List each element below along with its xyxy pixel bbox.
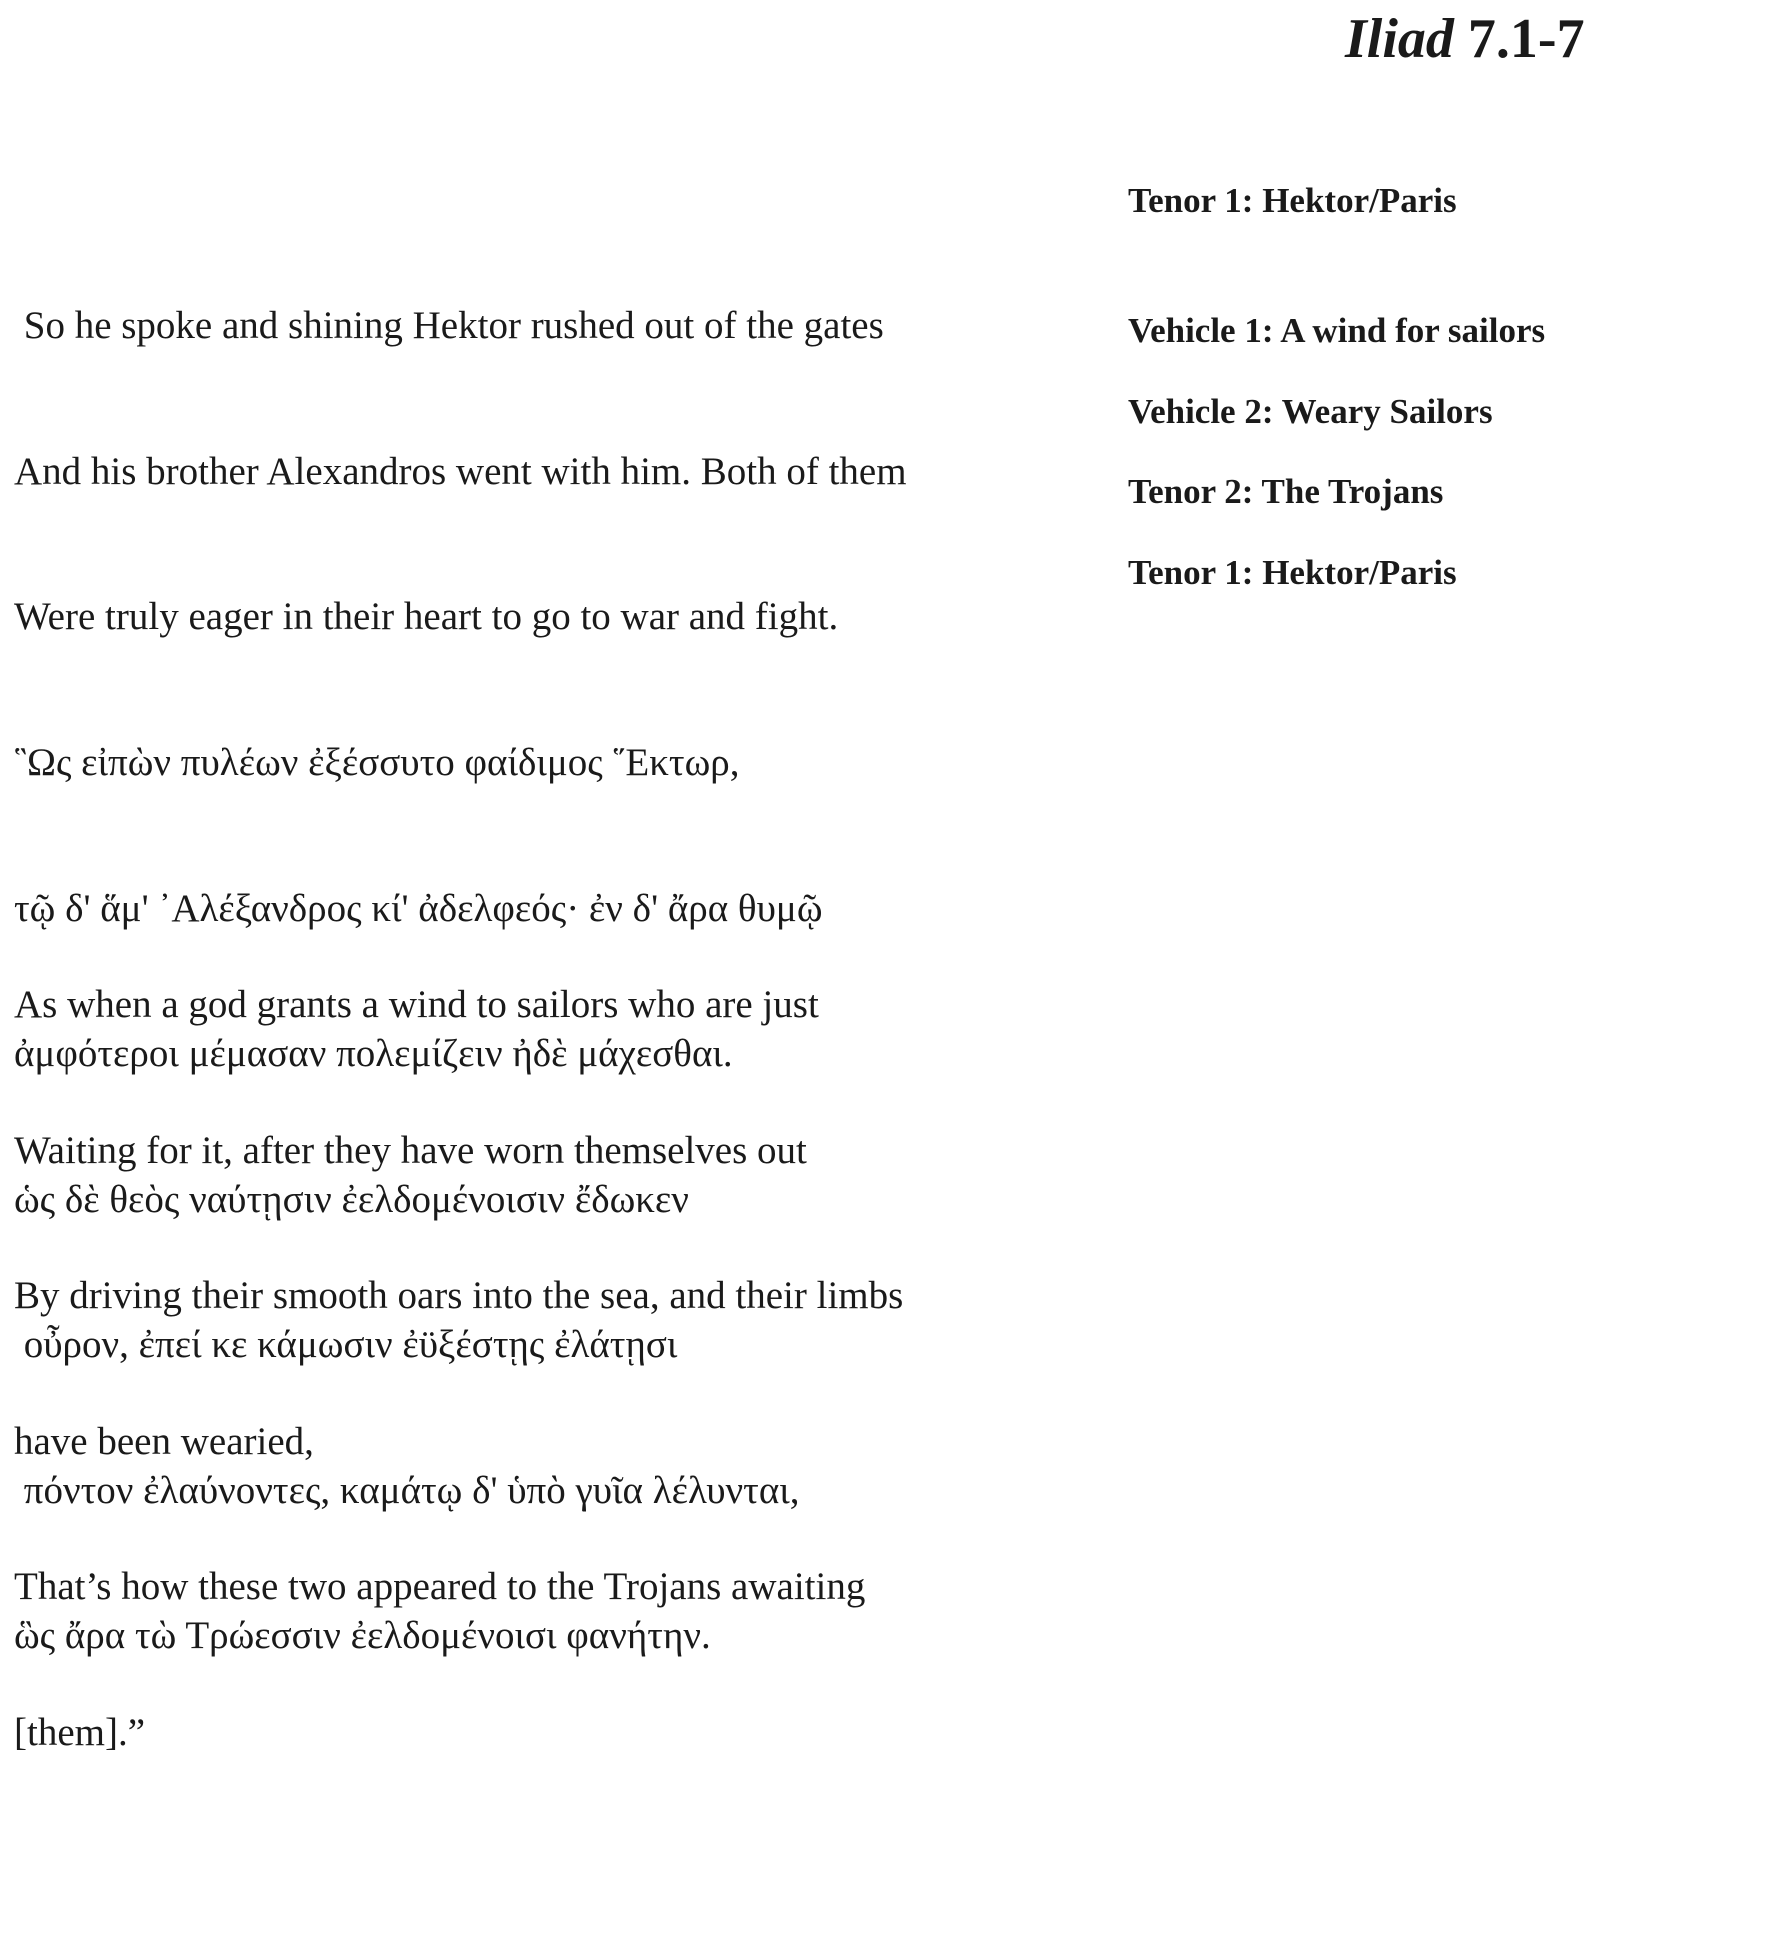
greek-line: πόντον ἐλαύνοντες, καμάτῳ δ' ὑπὸ γυῖα λέλυνται, xyxy=(14,1468,800,1512)
english-line: And his brother Alexandros went with him. Both of them xyxy=(14,449,907,493)
english-line: By driving their smooth oars into the sea, and their limbs xyxy=(14,1274,904,1317)
english-line: Waiting for it, after they have worn themselves out xyxy=(14,1128,807,1172)
greek-line: ὡς δὲ θεὸς ναύτῃσιν ἐελδομένοισιν ἔδωκεν xyxy=(14,1177,689,1221)
english-line: That’s how these two appeared to the Trojans awaiting xyxy=(14,1565,866,1608)
greek-line: οὖρον, ἐπεί κε κάμωσιν ἐϋξέστῃς ἐλάτῃσι xyxy=(14,1323,678,1366)
english-line: Were truly eager in their heart to go to war and fight. xyxy=(14,595,839,638)
annotation-vehicle-2: Vehicle 2: Weary Sailors xyxy=(1128,392,1493,431)
annotation-tenor-1-repeat: Tenor 1: Hektor/Paris xyxy=(1128,553,1457,592)
slide-title xyxy=(1345,6,1585,73)
annotation-vehicle-1: Vehicle 1: A wind for sailors xyxy=(1128,311,1546,350)
greek-line: ῝Ως εἰπὼν πυλέων ἐξέσσυτο φαίδιμος ῞Εκτωρ, xyxy=(14,741,740,784)
english-line: have been wearied, xyxy=(14,1419,314,1463)
english-line: So he spoke and shining Hektor rushed out of the gates xyxy=(14,304,884,347)
greek-line: ἀμφότεροι μέμασαν πολεμίζειν ἠδὲ μάχεσθαι. xyxy=(14,1032,733,1075)
greek-line: ὣς ἄρα τὼ Τρώεσσιν ἐελδομένοισι φανήτην. xyxy=(14,1614,711,1657)
annotation-tenor-2: Tenor 2: The Trojans xyxy=(1128,472,1444,511)
english-line: [them].” xyxy=(14,1710,146,1754)
annotation-tenor-1: Tenor 1: Hektor/Paris xyxy=(1128,181,1457,220)
title-reference: 7.1-7 xyxy=(1467,8,1585,70)
greek-line: τῷ δ' ἅμ' ᾽Αλέξανδρος κί' ἀδελφεός· ἐν δ' ἄρα θυμῷ xyxy=(14,886,823,930)
title-work: Iliad xyxy=(1345,8,1454,70)
greek-text xyxy=(14,642,1094,1709)
english-line: As when a god grants a wind to sailors who are just xyxy=(14,983,819,1026)
